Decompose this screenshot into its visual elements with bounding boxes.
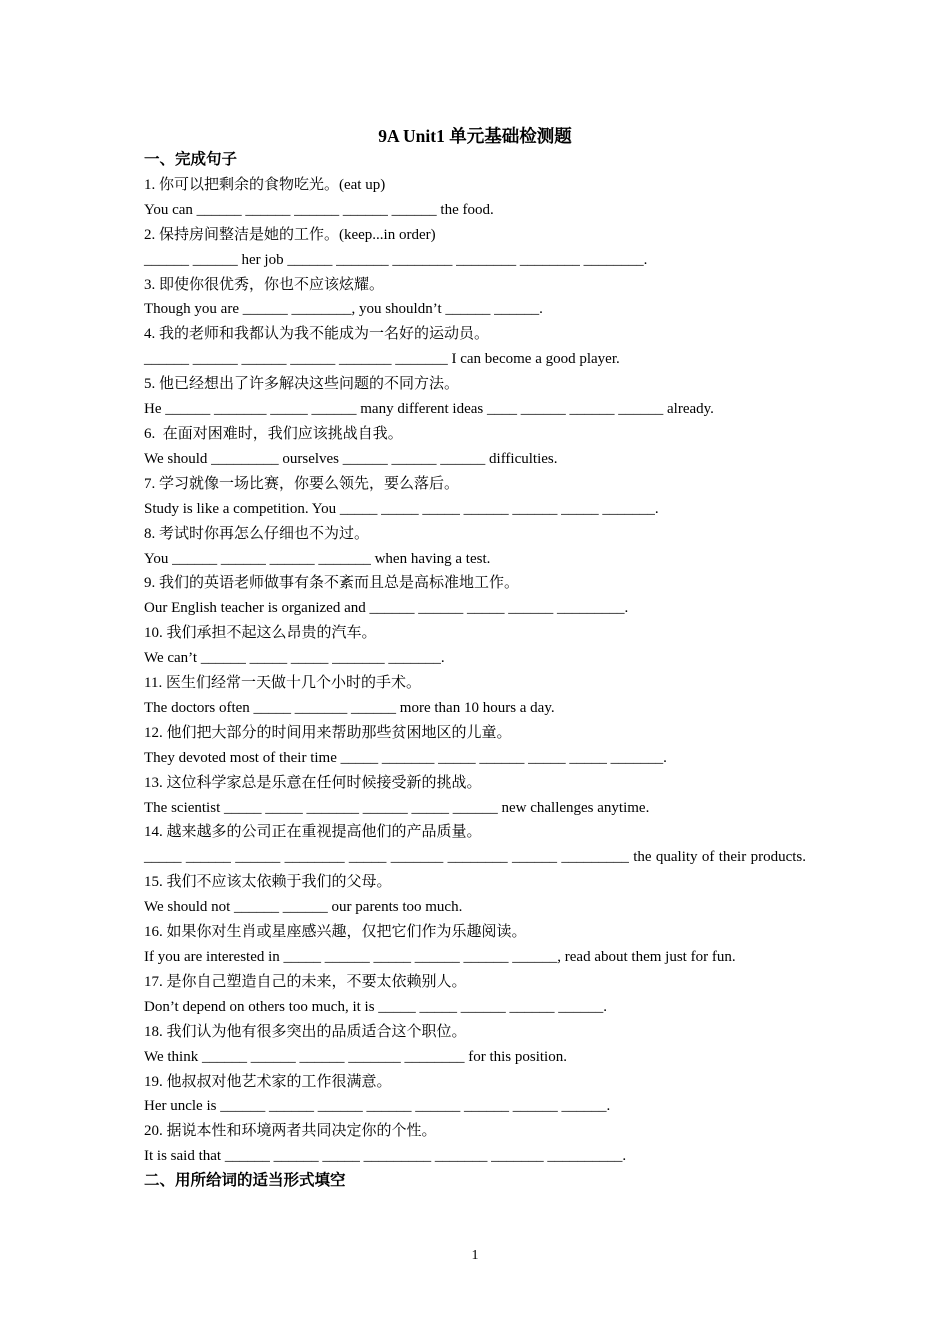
chinese-prompt: 1. 你可以把剩余的食物吃光。(eat up) bbox=[144, 176, 386, 193]
english-blank-sentence: Her uncle is ______ ______ ______ ______ ______ ______ ______ ______. bbox=[144, 1098, 611, 1115]
exercise-item bbox=[144, 173, 806, 223]
chinese-prompt: 19. 他叔叔对他艺术家的工作很满意。 bbox=[144, 1073, 392, 1090]
exercise-item bbox=[144, 1020, 806, 1070]
chinese-prompt: 10. 我们承担不起这么昂贵的汽车。 bbox=[144, 625, 377, 642]
chinese-prompt: 4. 我的老师和我都认为我不能成为一名好的运动员。 bbox=[144, 326, 490, 343]
chinese-prompt: 16. 如果你对生肖或星座感兴趣，仅把它们作为乐趣阅读。 bbox=[144, 924, 527, 941]
chinese-prompt: 2. 保持房间整洁是她的工作。(keep...in order) bbox=[144, 226, 436, 243]
exercise-item bbox=[144, 621, 806, 671]
english-blank-sentence: He ______ _______ _____ ______ many different ideas ____ ______ ______ ______ already. bbox=[144, 401, 714, 418]
chinese-prompt: 13. 这位科学家总是乐意在任何时候接受新的挑战。 bbox=[144, 774, 482, 791]
english-blank-sentence: You ______ ______ ______ _______ when having a test. bbox=[144, 550, 491, 567]
english-blank-sentence: We should not ______ ______ our parents too much. bbox=[144, 899, 463, 916]
chinese-prompt: 9. 我们的英语老师做事有条不紊而且总是高标准地工作。 bbox=[144, 575, 520, 592]
exercise-item bbox=[144, 472, 806, 522]
english-blank-sentence: The scientist _____ _____ _______ ______ _____ ______ new challenges anytime. bbox=[144, 799, 650, 816]
chinese-prompt: 5. 他已经想出了许多解决这些问题的不同方法。 bbox=[144, 376, 460, 393]
exercise-item bbox=[144, 322, 806, 372]
exercise-item bbox=[144, 721, 806, 771]
chinese-prompt: 8. 考试时你再怎么仔细也不为过。 bbox=[144, 525, 370, 542]
english-blank-sentence: We think ______ ______ ______ _______ ________ for this position. bbox=[144, 1048, 567, 1065]
chinese-prompt: 3. 即使你很优秀，你也不应该炫耀。 bbox=[144, 276, 385, 293]
chinese-prompt: 18. 我们认为他有很多突出的品质适合这个职位。 bbox=[144, 1023, 467, 1040]
exercise-list bbox=[144, 173, 806, 1169]
exercise-item bbox=[144, 571, 806, 621]
chinese-prompt: 11. 医生们经常一天做十几个小时的手术。 bbox=[144, 675, 421, 692]
document-title: 9A Unit1 单元基础检测题 bbox=[378, 126, 572, 146]
english-blank-sentence: It is said that ______ ______ _____ _________ _______ _______ __________. bbox=[144, 1148, 627, 1165]
document-content bbox=[144, 148, 806, 1194]
english-blank-sentence: If you are interested in _____ ______ _____ ______ ______ ______, read about them just for fun. bbox=[144, 949, 736, 965]
exercise-item bbox=[144, 820, 806, 870]
english-blank-sentence: We should _________ ourselves ______ ______ ______ difficulties. bbox=[144, 450, 558, 467]
exercise-item bbox=[144, 1070, 806, 1120]
exercise-item bbox=[144, 522, 806, 572]
exercise-item bbox=[144, 771, 806, 821]
exercise-item bbox=[144, 273, 806, 323]
chinese-prompt: 7. 学习就像一场比赛，你要么领先，要么落后。 bbox=[144, 475, 460, 492]
english-blank-sentence: They devoted most of their time _____ _______ _____ ______ _____ _____ _______. bbox=[144, 749, 667, 766]
exercise-item bbox=[144, 1119, 806, 1169]
english-blank-sentence: We can’t ______ _____ _____ _______ _______. bbox=[144, 650, 445, 667]
exercise-item bbox=[144, 372, 806, 422]
english-blank-sentence: ______ ______ ______ ______ _______ _______ I can become a good player. bbox=[144, 351, 620, 368]
exercise-item bbox=[144, 920, 806, 970]
chinese-prompt: 20. 据说本性和环境两者共同决定你的个性。 bbox=[144, 1123, 437, 1140]
chinese-prompt: 17. 是你自己塑造自己的未来，不要太依赖别人。 bbox=[144, 973, 467, 990]
exercise-item bbox=[144, 422, 806, 472]
section-heading-1: 一、完成句子 bbox=[144, 151, 238, 168]
english-blank-sentence: Study is like a competition. You _____ _____ _____ ______ ______ _____ _______. bbox=[144, 500, 659, 517]
english-blank-sentence: Though you are ______ ________, you shouldn’t ______ ______. bbox=[144, 301, 543, 318]
exercise-item bbox=[144, 223, 806, 273]
exercise-item bbox=[144, 870, 806, 920]
exercise-item bbox=[144, 671, 806, 721]
section-heading-2: 二、用所给词的适当形式填空 bbox=[144, 1172, 346, 1190]
page-number: 1 bbox=[471, 1248, 479, 1263]
chinese-prompt: 12. 他们把大部分的时间用来帮助那些贫困地区的儿童。 bbox=[144, 724, 512, 741]
chinese-prompt: 6. 在面对困难时，我们应该挑战自我。 bbox=[144, 425, 403, 442]
exercise-item bbox=[144, 970, 806, 1020]
english-blank-sentence: The doctors often _____ _______ ______ more than 10 hours a day. bbox=[144, 699, 555, 716]
chinese-prompt: 15. 我们不应该太依赖于我们的父母。 bbox=[144, 874, 392, 891]
english-blank-sentence: _____ ______ ______ ________ _____ _______ ________ ______ _________ the quality of their products. bbox=[144, 849, 806, 866]
chinese-prompt: 14. 越来越多的公司正在重视提高他们的产品质量。 bbox=[144, 824, 482, 841]
english-blank-sentence: ______ ______ her job ______ _______ ________ ________ ________ ________. bbox=[144, 251, 648, 268]
english-blank-sentence: Our English teacher is organized and ______ ______ _____ ______ _________. bbox=[144, 600, 629, 617]
english-blank-sentence: Don’t depend on others too much, it is _____ _____ ______ ______ ______. bbox=[144, 998, 608, 1015]
english-blank-sentence: You can ______ ______ ______ ______ ______ the food. bbox=[144, 201, 494, 218]
